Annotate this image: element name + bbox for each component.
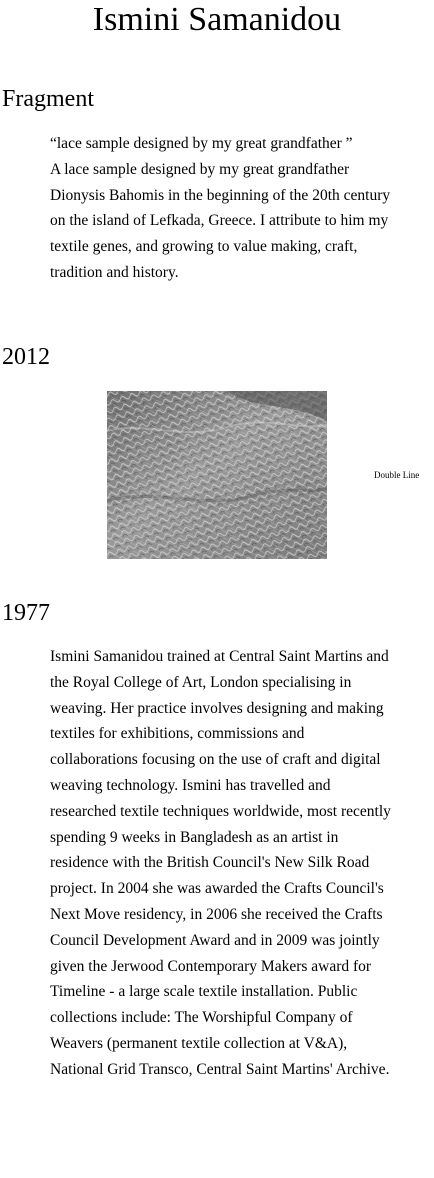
- textile-weave-icon: [107, 391, 327, 559]
- page-title: Ismini Samanidou: [92, 1, 342, 38]
- image-caption: Double Line: [374, 470, 420, 480]
- bio-text-block: [50, 644, 395, 1083]
- section-heading-1977: 1977: [2, 600, 50, 626]
- fragment-text-block: [50, 131, 395, 286]
- fragment-quote: “lace sample designed by my great grandfather ”: [50, 135, 353, 152]
- section-heading-2012: 2012: [2, 344, 50, 370]
- woven-textile-photo[interactable]: [107, 391, 327, 559]
- section-heading-fragment: Fragment: [2, 86, 94, 112]
- fragment-description: A lace sample designed by my great grandfather Dionysis Bahomis in the beginning of the 20th century on the island of Lefkada, Greece. I attribute to him my textile genes, and growing to value making, craft, tradition and history.: [50, 160, 391, 281]
- bio-paragraph: Ismini Samanidou trained at Central Saint Martins and the Royal College of Art, London specialising in weaving. Her practice involves designing and making textiles for exhibitions, commissions and collaborations focusing on the use of craft and digital weaving technology. Ismini has travelled and researched textile techniques worldwide, most recently spending 9 weeks in Bangladesh as an artist in residence with the British Council's New Silk Road project. In 2004 she was awarded the Crafts Council's Next Move residency, in 2006 she received the Crafts Council Development Award and in 2009 was jointly given the Jerwood Contemporary Makers award for Timeline - a large scale textile installation. Public collections include: The Worshipful Company of Weavers (permanent textile collection at V&A), National Grid Transco, Central Saint Martins' Archive.: [50, 648, 391, 1078]
